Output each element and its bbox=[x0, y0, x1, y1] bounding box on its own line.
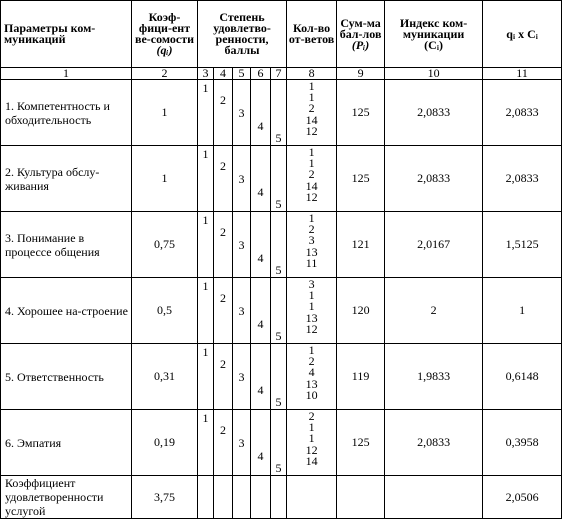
degree-cell bbox=[214, 80, 233, 146]
answer-count: 1 bbox=[308, 420, 315, 435]
degree-cell bbox=[251, 410, 271, 476]
answer-count: 12 bbox=[305, 442, 318, 457]
column-number: 2 bbox=[132, 68, 198, 80]
product-value: 2,0833 bbox=[483, 146, 562, 212]
parameter-name: 5. Ответственность bbox=[1, 344, 132, 410]
header-parameters: Параметры ком-муникаций bbox=[1, 1, 132, 68]
degree-cell bbox=[271, 410, 287, 476]
answers-count-cell bbox=[287, 410, 337, 476]
answer-count: 11 bbox=[305, 255, 318, 270]
answer-count: 1 bbox=[308, 343, 315, 357]
column-number: 10 bbox=[385, 68, 483, 80]
answer-count: 1 bbox=[308, 79, 315, 93]
parameter-name: 2. Культура обслу-живания bbox=[1, 146, 132, 212]
degree-cell bbox=[251, 212, 271, 278]
answer-count: 12 bbox=[305, 189, 318, 204]
score-sum: 121 bbox=[337, 212, 385, 278]
empty-cell bbox=[214, 476, 233, 519]
degree-label: 5 bbox=[275, 197, 282, 211]
degree-cell bbox=[251, 146, 271, 212]
answer-count: 3 bbox=[308, 277, 315, 291]
column-number: 1 bbox=[1, 68, 132, 80]
answer-count: 13 bbox=[305, 310, 318, 325]
degree-label: 2 bbox=[220, 423, 226, 437]
product-value: 0,6148 bbox=[483, 344, 562, 410]
degree-label: 2 bbox=[220, 357, 226, 371]
total-weight: 3,75 bbox=[132, 476, 198, 519]
degree-label: 3 bbox=[238, 370, 245, 384]
degree-cell bbox=[198, 146, 214, 212]
header-weight-coefficient: Коэф-фици-ент ве-сомости (qᵢ) bbox=[132, 1, 198, 68]
table-row bbox=[1, 410, 562, 476]
answer-count: 1 bbox=[308, 431, 315, 446]
degree-cell bbox=[198, 212, 214, 278]
score-sum: 119 bbox=[337, 344, 385, 410]
degree-label: 3 bbox=[238, 304, 245, 318]
answers-count-cell bbox=[287, 212, 337, 278]
degree-label: 2 bbox=[220, 225, 226, 239]
weight-value: 0,75 bbox=[132, 212, 198, 278]
answer-count: 3 bbox=[308, 233, 315, 248]
answer-count: 1 bbox=[308, 145, 315, 159]
header-communication-index: Индекс ком-муникации (Cᵢ) bbox=[385, 1, 483, 68]
answer-count: 12 bbox=[305, 321, 318, 336]
table-row bbox=[1, 278, 562, 344]
answer-count: 4 bbox=[308, 365, 315, 380]
product-value: 2,0833 bbox=[483, 80, 562, 146]
parameter-name: 3. Понимание в процессе общения bbox=[1, 212, 132, 278]
answer-count: 10 bbox=[305, 387, 318, 402]
degree-cell bbox=[214, 146, 233, 212]
weight-value: 0,31 bbox=[132, 344, 198, 410]
degree-label: 4 bbox=[257, 185, 264, 199]
communication-index: 2 bbox=[385, 278, 483, 344]
degree-label: 4 bbox=[257, 383, 264, 397]
degree-cell bbox=[214, 278, 233, 344]
product-value: 1 bbox=[483, 278, 562, 344]
communication-index: 2,0833 bbox=[385, 146, 483, 212]
degree-cell bbox=[271, 146, 287, 212]
answer-count: 2 bbox=[308, 354, 315, 369]
communication-index: 2,0833 bbox=[385, 80, 483, 146]
degree-label: 1 bbox=[202, 213, 209, 227]
degree-label: 4 bbox=[257, 119, 264, 133]
column-number: 7 bbox=[271, 68, 287, 80]
degree-cell bbox=[233, 278, 251, 344]
degree-label: 3 bbox=[238, 238, 245, 252]
degree-cell bbox=[233, 146, 251, 212]
degree-cell bbox=[198, 80, 214, 146]
degree-cell bbox=[198, 278, 214, 344]
degree-cell bbox=[198, 410, 214, 476]
degree-label: 5 bbox=[275, 131, 282, 145]
weight-value: 0,19 bbox=[132, 410, 198, 476]
header-satisfaction-degree: Степень удовлетво-ренности, баллы bbox=[198, 1, 287, 68]
degree-label: 5 bbox=[275, 461, 282, 475]
degree-cell bbox=[251, 278, 271, 344]
score-sum: 120 bbox=[337, 278, 385, 344]
answer-count: 14 bbox=[305, 178, 318, 193]
degree-cell bbox=[271, 80, 287, 146]
degree-label: 3 bbox=[238, 106, 245, 120]
total-product: 2,0506 bbox=[483, 476, 562, 519]
degree-label: 5 bbox=[275, 395, 282, 409]
answer-count: 2 bbox=[308, 101, 315, 116]
degree-cell bbox=[198, 344, 214, 410]
degree-cell bbox=[271, 344, 287, 410]
answer-count: 14 bbox=[305, 112, 318, 127]
answer-count: 13 bbox=[305, 376, 318, 391]
column-number: 3 bbox=[198, 68, 214, 80]
header-answers-count: Кол-во от-ветов bbox=[287, 1, 337, 68]
communication-index: 2,0833 bbox=[385, 410, 483, 476]
degree-cell bbox=[271, 278, 287, 344]
degree-label: 5 bbox=[275, 263, 282, 277]
degree-label: 1 bbox=[202, 411, 209, 425]
answers-count-cell bbox=[287, 344, 337, 410]
degree-label: 2 bbox=[220, 291, 226, 305]
empty-cell bbox=[287, 476, 337, 519]
column-number: 4 bbox=[214, 68, 233, 80]
answers-count-cell bbox=[287, 80, 337, 146]
communication-index: 1,9833 bbox=[385, 344, 483, 410]
degree-cell bbox=[233, 410, 251, 476]
degree-label: 5 bbox=[275, 329, 282, 343]
column-number-row bbox=[1, 68, 562, 80]
degree-cell bbox=[214, 344, 233, 410]
answer-count: 1 bbox=[308, 288, 315, 303]
empty-cell bbox=[385, 476, 483, 519]
product-value: 1,5125 bbox=[483, 212, 562, 278]
degree-cell bbox=[251, 344, 271, 410]
weight-value: 1 bbox=[132, 146, 198, 212]
empty-cell bbox=[271, 476, 287, 519]
answer-count: 1 bbox=[308, 156, 315, 171]
table-row bbox=[1, 146, 562, 212]
empty-cell bbox=[233, 476, 251, 519]
degree-label: 4 bbox=[257, 449, 264, 463]
answer-count: 2 bbox=[308, 409, 315, 423]
degree-label: 2 bbox=[220, 93, 226, 107]
degree-label: 3 bbox=[238, 172, 245, 186]
answer-count: 2 bbox=[308, 222, 315, 237]
parameter-name: 4. Хорошее на-строение bbox=[1, 278, 132, 344]
parameter-name: 6. Эмпатия bbox=[1, 410, 132, 476]
answer-count: 14 bbox=[305, 453, 318, 468]
degree-cell bbox=[233, 212, 251, 278]
table-row bbox=[1, 344, 562, 410]
empty-cell bbox=[337, 476, 385, 519]
answer-count: 12 bbox=[305, 123, 318, 138]
answer-count: 1 bbox=[308, 211, 315, 225]
score-sum: 125 bbox=[337, 146, 385, 212]
table-row bbox=[1, 212, 562, 278]
column-number: 5 bbox=[233, 68, 251, 80]
degree-label: 4 bbox=[257, 317, 264, 331]
communication-index: 2,0167 bbox=[385, 212, 483, 278]
header-product: qᵢ x Cᵢ bbox=[483, 1, 562, 68]
degree-label: 4 bbox=[257, 251, 264, 265]
degree-cell bbox=[233, 344, 251, 410]
answer-count: 1 bbox=[308, 299, 315, 314]
total-label: Коэффициент удовлетворенности услугой bbox=[1, 476, 132, 519]
weight-value: 1 bbox=[132, 80, 198, 146]
degree-cell bbox=[271, 212, 287, 278]
score-sum: 125 bbox=[337, 80, 385, 146]
degree-cell bbox=[214, 212, 233, 278]
total-row bbox=[1, 476, 562, 519]
degree-label: 1 bbox=[202, 279, 209, 293]
table-row bbox=[1, 80, 562, 146]
degree-label: 2 bbox=[220, 159, 226, 173]
degree-cell bbox=[251, 80, 271, 146]
degree-label: 1 bbox=[202, 81, 209, 95]
answer-count: 1 bbox=[308, 90, 315, 105]
column-number: 6 bbox=[251, 68, 271, 80]
answer-count: 2 bbox=[308, 167, 315, 182]
score-sum: 125 bbox=[337, 410, 385, 476]
column-number: 9 bbox=[337, 68, 385, 80]
column-number: 8 bbox=[287, 68, 337, 80]
column-number: 11 bbox=[483, 68, 562, 80]
degree-cell bbox=[233, 80, 251, 146]
degree-label: 1 bbox=[202, 147, 209, 161]
degree-label: 1 bbox=[202, 345, 209, 359]
empty-cell bbox=[251, 476, 271, 519]
answer-count: 13 bbox=[305, 244, 318, 259]
header-score-sum: Сум-ма бал-лов (Pᵢ) bbox=[337, 1, 385, 68]
answers-count-cell bbox=[287, 278, 337, 344]
product-value: 0,3958 bbox=[483, 410, 562, 476]
answers-count-cell bbox=[287, 146, 337, 212]
degree-cell bbox=[214, 410, 233, 476]
empty-cell bbox=[198, 476, 214, 519]
weight-value: 0,5 bbox=[132, 278, 198, 344]
degree-label: 3 bbox=[238, 436, 245, 450]
parameter-name: 1. Компетентность и обходительность bbox=[1, 80, 132, 146]
